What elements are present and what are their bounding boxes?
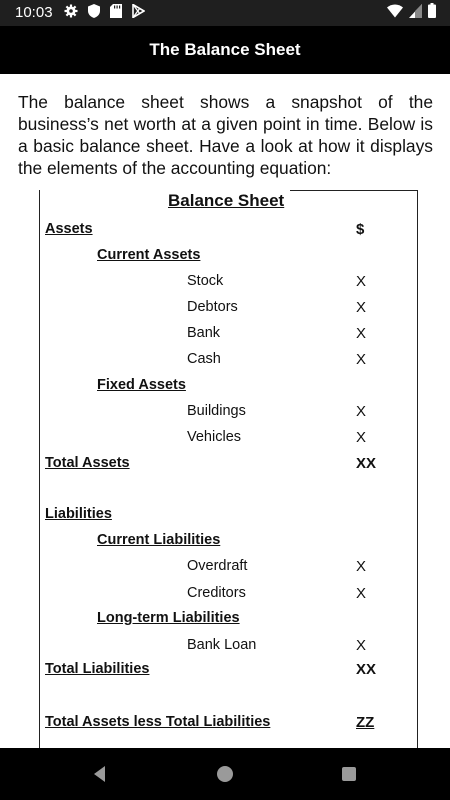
current-assets-heading: Current Assets <box>97 247 201 263</box>
system-icons <box>387 5 436 21</box>
notification-icons <box>64 5 145 21</box>
current-liabilities-heading: Current Liabilities <box>97 532 221 548</box>
total-assets-value: XX <box>356 455 377 472</box>
liabilities-heading: Liabilities <box>45 506 112 522</box>
sd-card-icon <box>110 4 122 23</box>
play-store-icon <box>132 4 145 23</box>
app-bar <box>0 26 450 74</box>
line-item-name: Debtors <box>187 299 238 315</box>
balance-sheet-title: Balance Sheet <box>168 191 285 210</box>
intro-paragraph: The balance sheet shows a snapshot of the business’s net worth at a given point in time. Below is a basic balance sheet. Have a look at how it displays the elements of the accounting equation: <box>18 92 433 178</box>
navigation-bar <box>0 748 450 800</box>
line-item-name: Cash <box>187 351 221 367</box>
currency-symbol: $ <box>356 221 365 238</box>
status-time: 10:03 <box>15 4 53 21</box>
back-icon[interactable] <box>89 763 111 785</box>
net-worth-value: ZZ <box>356 714 375 731</box>
total-assets-label: Total Assets <box>45 455 130 471</box>
balance-sheet-top-border <box>290 190 417 191</box>
line-item-value: X <box>356 351 367 368</box>
line-item-value: X <box>356 637 367 654</box>
home-icon[interactable] <box>214 763 236 785</box>
line-item-name: Stock <box>187 273 224 289</box>
line-item-name: Overdraft <box>187 558 248 574</box>
page-title: The Balance Sheet <box>149 40 301 59</box>
line-item-value: X <box>356 429 367 446</box>
line-item-name: Buildings <box>187 403 246 419</box>
total-liabilities-value: XX <box>356 661 377 678</box>
line-item-value: X <box>356 325 367 342</box>
line-item-value: X <box>356 403 367 420</box>
line-item-value: X <box>356 558 367 575</box>
gear-icon <box>64 4 78 23</box>
line-item-name: Bank <box>187 325 221 341</box>
line-item-name: Vehicles <box>187 429 242 445</box>
wifi-icon <box>387 4 403 23</box>
assets-heading: Assets <box>45 221 93 237</box>
line-item-value: X <box>356 299 367 316</box>
line-item-name: Creditors <box>187 585 246 601</box>
battery-icon <box>428 3 436 23</box>
net-worth-label: Total Assets less Total Liabilities <box>45 714 271 730</box>
long-term-liabilities-heading: Long-term Liabilities <box>97 610 240 626</box>
status-bar <box>0 0 450 26</box>
line-item-value: X <box>356 585 367 602</box>
line-item-name: Bank Loan <box>187 637 257 653</box>
total-liabilities-label: Total Liabilities <box>45 661 150 677</box>
recents-icon[interactable] <box>338 763 360 785</box>
shield-icon <box>88 4 100 23</box>
line-item-value: X <box>356 273 367 290</box>
signal-icon <box>409 4 422 23</box>
fixed-assets-heading: Fixed Assets <box>97 377 186 393</box>
